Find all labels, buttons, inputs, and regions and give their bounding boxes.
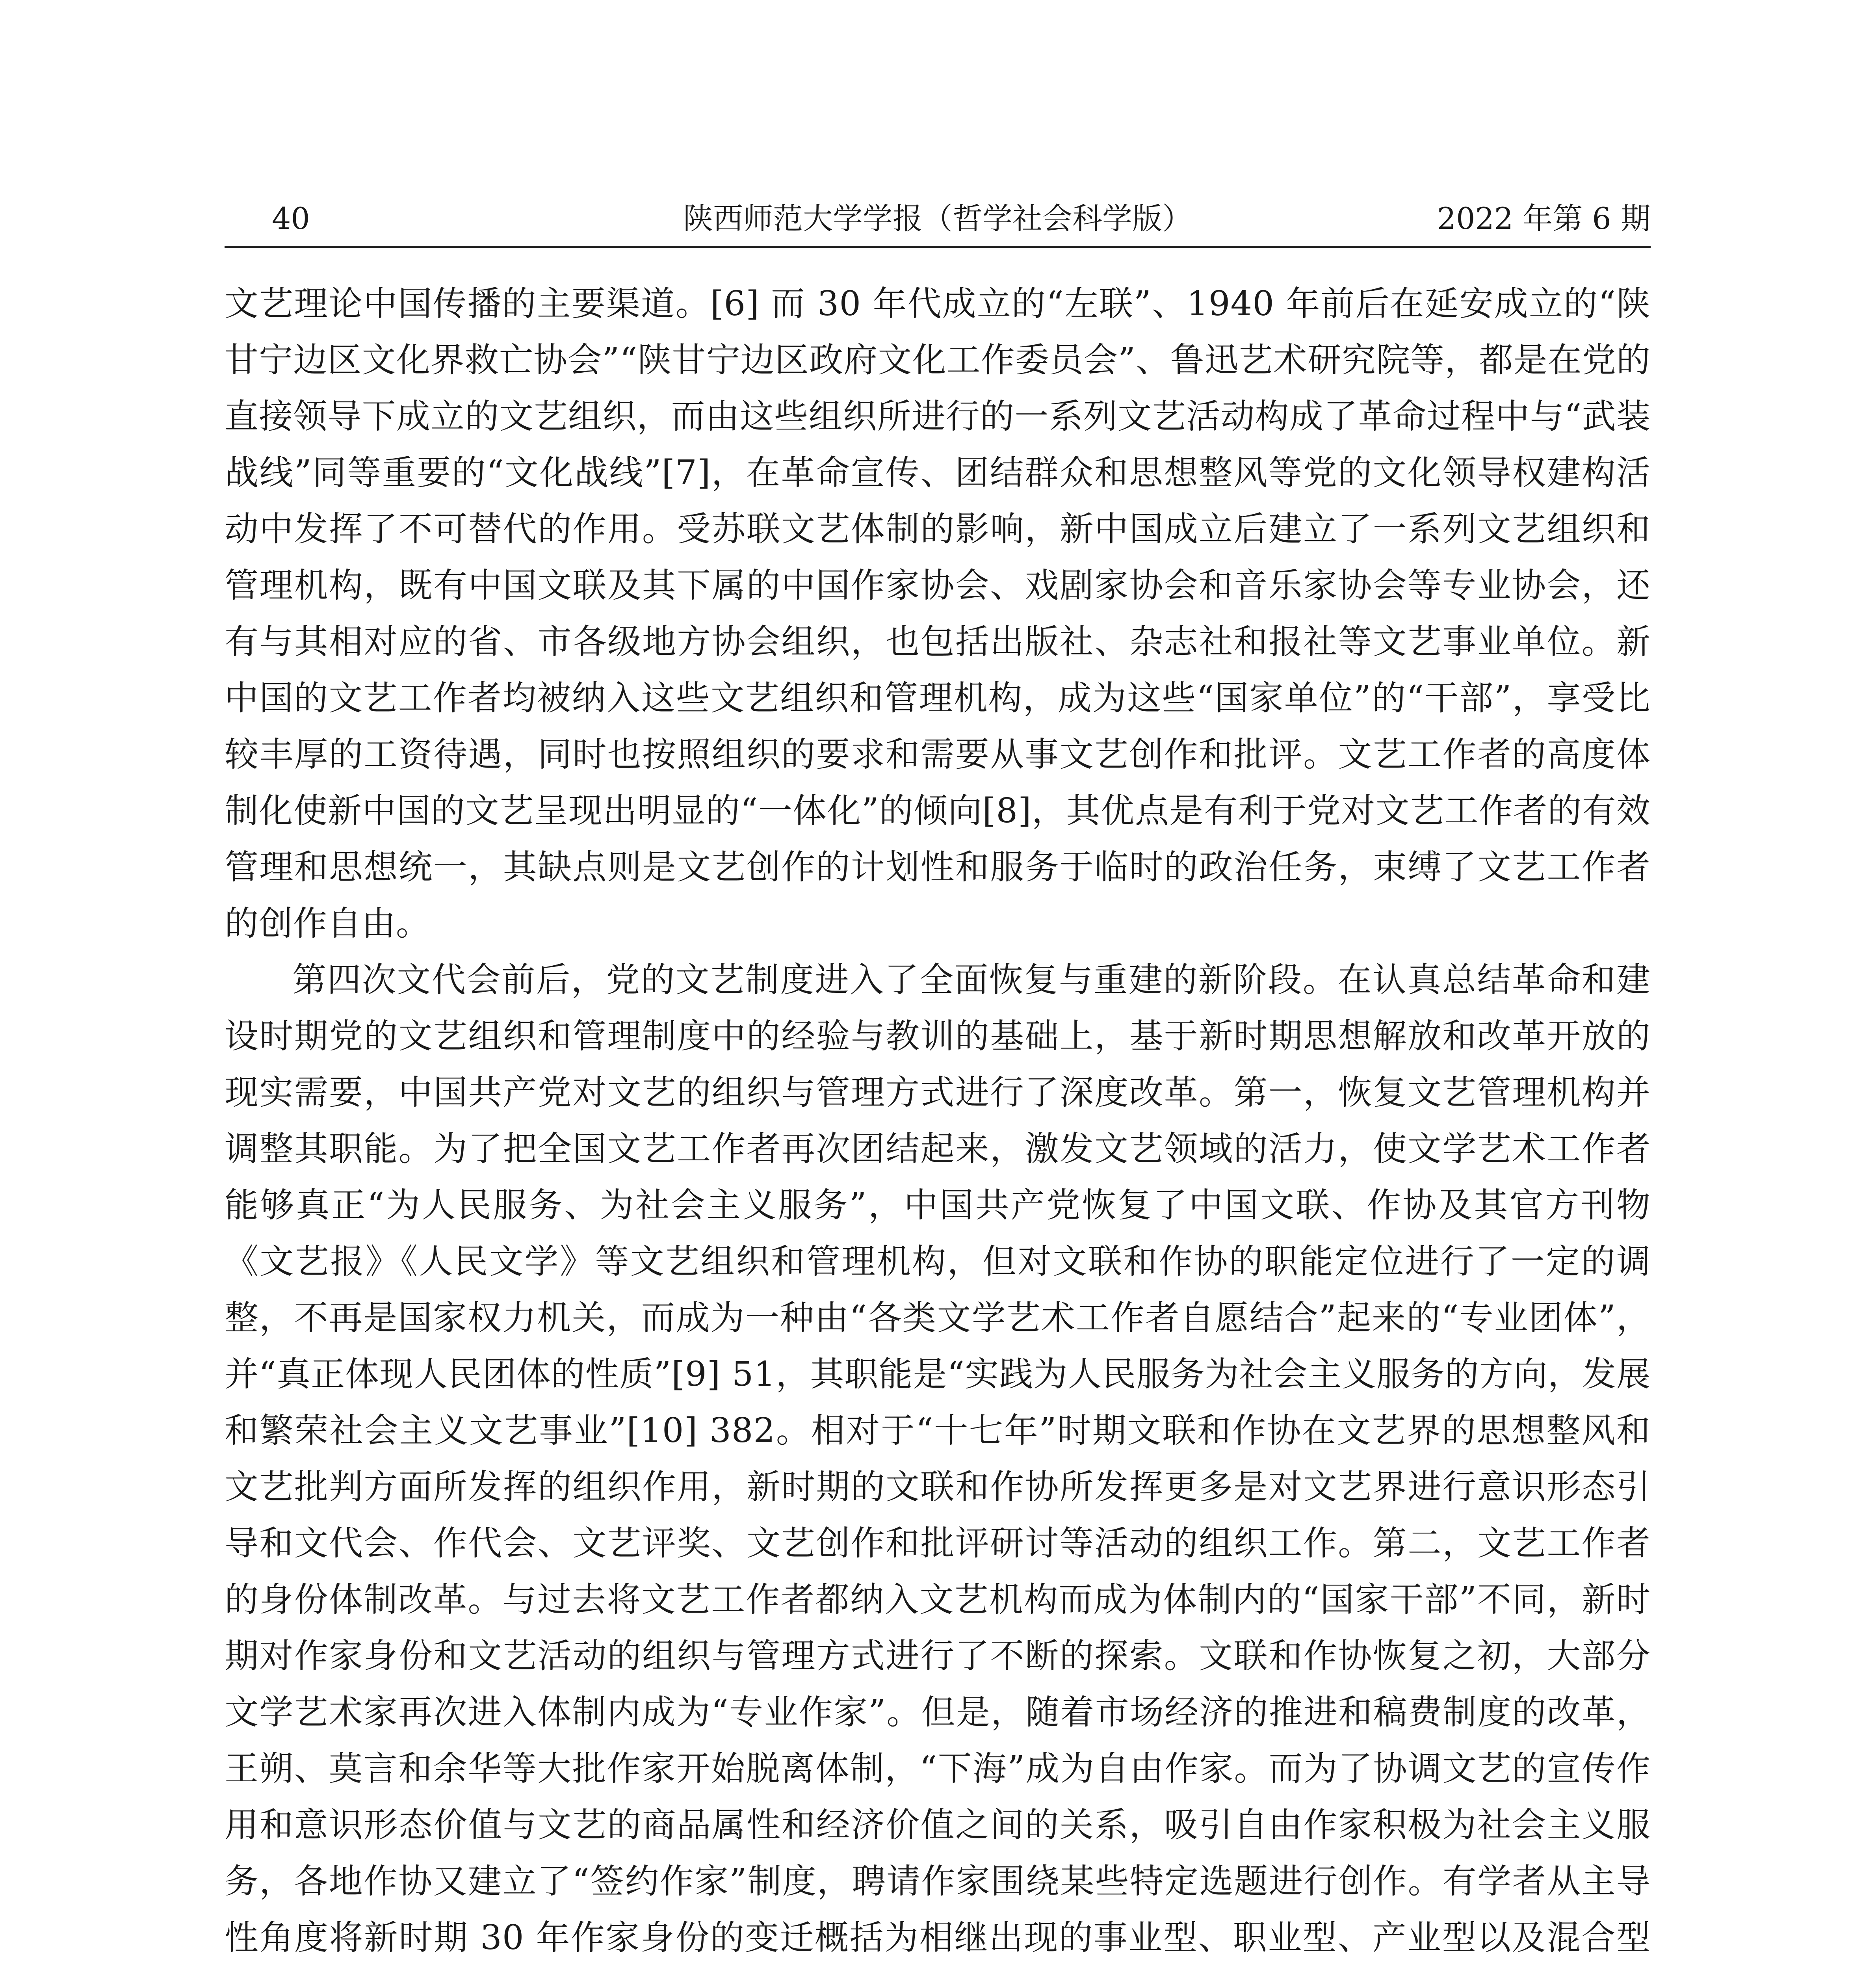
- page-number: 40: [272, 201, 310, 236]
- header-rule: [225, 246, 1651, 248]
- article-body: [225, 276, 1651, 1970]
- paragraph: 文艺理论中国传播的主要渠道。[6] 而 30 年代成立的“左联”、1940 年前后在延安成立的“陕甘宁边区文化界救亡协会”“陕甘宁边区政府文化工作委员会”、鲁迅艺术研究院等，都是在党的直接领导下成立的文艺组织，而由这些组织所进行的一系列文艺活动构成了革命过程中与“武装战线”同等重要的“文化战线”[7]，在革命宣传、团结群众和思想整风等党的文化领导权建构活动中发挥了不可替代的作用。受苏联文艺体制的影响，新中国成立后建立了一系列文艺组织和管理机构，既有中国文联及其下属的中国作家协会、戏剧家协会和音乐家协会等专业协会，还有与其相对应的省、市各级地方协会组织，也包括出版社、杂志社和报社等文艺事业单位。新中国的文艺工作者均被纳入这些文艺组织和管理机构，成为这些“国家单位”的“干部”，享受比较丰厚的工资待遇，同时也按照组织的要求和需要从事文艺创作和批评。文艺工作者的高度体制化使新中国的文艺呈现出明显的“一体化”的倾向[8]，其优点是有利于党对文艺工作者的有效管理和思想统一，其缺点则是文艺创作的计划性和服务于临时的政治任务，束缚了文艺工作者的创作自由。: [225, 284, 1651, 943]
- journal-title: 陕西师范大学学报（哲学社会科学版）: [683, 201, 1192, 236]
- paragraph: 第四次文代会前后，党的文艺制度进入了全面恢复与重建的新阶段。在认真总结革命和建设时期党的文艺组织和管理制度中的经验与教训的基础上，基于新时期思想解放和改革开放的现实需要，中国共产党对文艺的组织与管理方式进行了深度改革。第一，恢复文艺管理机构并调整其职能。为了把全国文艺工作者再次团结起来，激发文艺领域的活力，使文学艺术工作者能够真正“为人民服务、为社会主义服务”，中国共产党恢复了中国文联、作协及其官方刊物《文艺报》《人民文学》等文艺组织和管理机构，但对文联和作协的职能定位进行了一定的调整，不再是国家权力机关，而成为一种由“各类文学艺术工作者自愿结合”起来的“专业团体”，并“真正体现人民团体的性质”[9] 51，其职能是“实践为人民服务为社会主义服务的方向，发展和繁荣社会主义文艺事业”[10] 382。相对于“十七年”时期文联和作协在文艺界的思想整风和文艺批判方面所发挥的组织作用，新时期的文联和作协所发挥更多是对文艺界进行意识形态引导和文代会、作代会、文艺评奖、文艺创作和批评研讨等活动的组织工作。第二，文艺工作者的身份体制改革。与过去将文艺工作者都纳入文艺机构而成为体制内的“国家干部”不同，新时期对作家身份和文艺活动的组织与管理方式进行了不断的探索。文联和作协恢复之初，大部分文学艺术家再次进入体制内成为“专业作家”。但是，随着市场经济的推进和稿费制度的改革，王朔、莫言和余华等大批作家开始脱离体制，“下海”成为自由作家。而为了协调文艺的宣传作用和意识形态价值与文艺的商品属性和经济价值之间的关系，吸引自由作家积极为社会主义服务，各地作协又建立了“签约作家”制度，聘请作家围绕某些特定选题进行创作。有学者从主导性角度将新时期 30 年作家身份的变迁概括为相继出现的事业型、职业型、产业型以及混合型: [225, 960, 1651, 1957]
- issue-label: 2022 年第 6 期: [1437, 201, 1651, 236]
- running-header: [225, 195, 1651, 242]
